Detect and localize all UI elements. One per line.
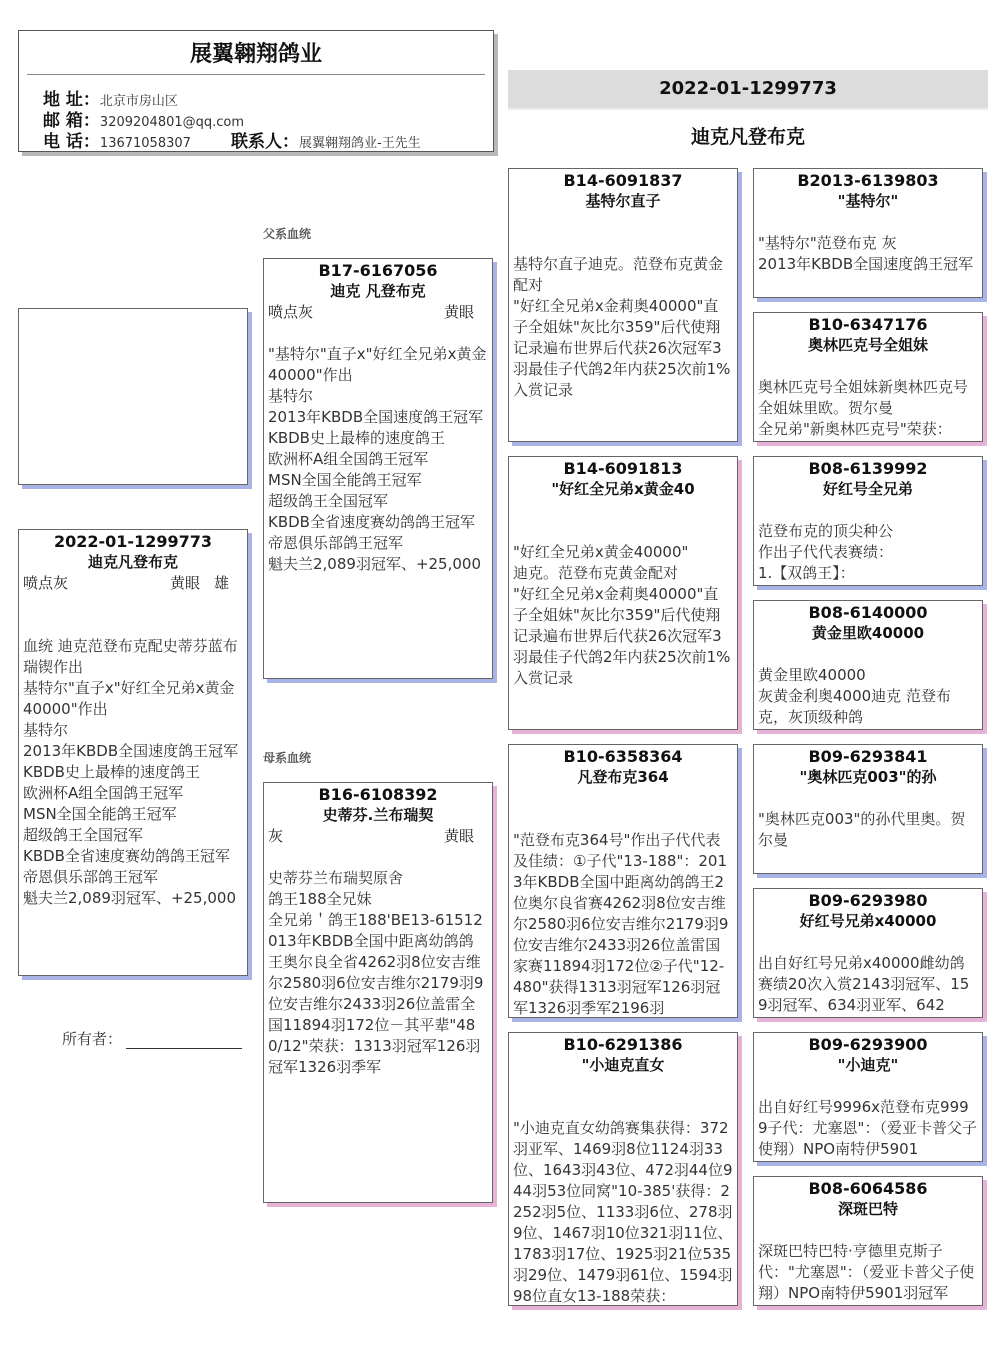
- pedigree-text: "小迪克直女幼鸽赛集获得：372羽亚军、1469羽8位1124羽33位、1643羽43位、472羽44位944羽53位同窝"10-385'获得：2252羽5位、1133羽6位、278羽9位、1467羽10位321羽11位、1783羽17位、1925羽21位535羽29位、1479羽61位、1594羽98位直女13-188荣获：: [513, 1119, 733, 1305]
- contact-value: 展翼翱翔鸽业-王先生: [299, 136, 421, 151]
- pigeon-photo-frame: [18, 308, 248, 485]
- pigeon-name: 凡登布克364: [577, 768, 669, 786]
- email-label: 邮 箱：: [43, 111, 100, 131]
- dam-line-label: 母系血统: [263, 751, 312, 765]
- grandparent-card: [508, 168, 738, 442]
- color-value: 喷点灰: [23, 574, 69, 592]
- great-grandparent-card: [753, 888, 983, 1018]
- ring-number: B14-6091837: [563, 171, 683, 190]
- pedigree-text: "奥林匹克003"的孙代里奥。贺尔曼: [758, 810, 966, 849]
- pedigree-text: 深斑巴特巴特·亨德里克斯子代："尤塞恩"：（爱亚卡普父子使翔）NPO南特伊5901羽冠军: [758, 1242, 975, 1302]
- ring-number: B17-6167056: [318, 261, 438, 280]
- sire-card: [263, 258, 493, 679]
- eye-value: 黄眼: [443, 827, 474, 845]
- sire-line-label: 父系血统: [263, 227, 312, 241]
- pigeon-name: 黄金里欧40000: [811, 624, 925, 642]
- pedigree-text: 黄金里欧40000 灰黄金利奥4000迪克 范登布克，灰顶级种鸽: [758, 666, 951, 726]
- color-value: 灰: [268, 827, 284, 845]
- great-grandparent-card: [753, 744, 983, 874]
- pigeon-name: "好红全兄弟x黄金40: [551, 480, 695, 498]
- email-value: 3209204801@qq.com: [99, 115, 245, 130]
- dam-card: [263, 782, 493, 1203]
- ring-number: B08-6140000: [808, 603, 928, 622]
- ring-number: B10-6358364: [563, 747, 683, 766]
- ring-number: B09-6293980: [808, 891, 928, 910]
- ring-number: B2013-6139803: [797, 171, 939, 190]
- color-value: 喷点灰: [268, 303, 314, 321]
- pedigree-text: "好红全兄弟x黄金40000" 迪克。范登布克黄金配对 "好红全兄弟x金莉奥40000"直子全姐妹"灰比尔359"后代使翔记录遍布世界后代获26次冠军3羽最佳子代鸽2年内获25次前1%入赏记录: [513, 543, 731, 687]
- pigeon-name: 基特尔直子: [585, 192, 661, 210]
- ring-number: B10-6347176: [808, 315, 928, 334]
- pigeon-name: 迪克 凡登布克: [330, 282, 426, 300]
- eye-sex: [170, 573, 243, 594]
- pigeon-name: 迪克凡登布克: [87, 553, 178, 571]
- header-divider: [27, 74, 485, 75]
- pigeon-name: 好红号兄弟x40000: [799, 912, 937, 930]
- pigeon-name: 深斑巴特: [837, 1200, 898, 1218]
- contact-label: 联系人：: [231, 132, 299, 152]
- great-grandparent-card: [753, 312, 983, 442]
- grandparent-card: [508, 456, 738, 730]
- pedigree-text: "基特尔"直子x"好红全兄弟x黄金40000"作出 基特尔 2013年KBDB全国速度鸽王冠军 KBDB史上最棒的速度鸽王 欧洲杯A组全国鸽王冠军 MSN全国全能鸽王冠军 超级鸽王全国冠军 KBDB全省速度赛幼鸽鸽王冠军 帝恩俱乐部鸽王冠军 魁夫兰2,089羽冠军、+25,000: [268, 345, 487, 573]
- traits-row: [264, 826, 492, 847]
- pigeon-name: "基特尔": [837, 192, 899, 210]
- pigeon-name: "奥林匹克003"的孙: [799, 768, 937, 786]
- pedigree-text: 史蒂芬兰布瑞契原舍 鸽王188全兄妹 全兄弟＇鸽王188'BE13-61512013年KBDB全国中距离幼鸽鸽王奥尔良全省4262羽8位安吉维尔2580羽6位安吉维尔2179羽9位安吉维尔2433羽26位盖雷全国11894羽172位－其平辈"480/12"荣获：1313羽冠军126羽冠军1326羽季军: [268, 869, 484, 1076]
- eye-value: 黄眼: [443, 303, 474, 321]
- pigeon-name: "小迪克直女: [581, 1056, 665, 1074]
- great-grandparent-card: [753, 1032, 983, 1162]
- ring-number: B14-6091813: [563, 459, 683, 478]
- traits-row: [264, 302, 492, 323]
- traits-row: [19, 573, 247, 594]
- great-grandparent-card: [753, 600, 983, 730]
- ring-number: B09-6293900: [808, 1035, 928, 1054]
- subject-card: [18, 529, 248, 976]
- sex-value: 雄: [213, 574, 229, 592]
- ring-number: B09-6293841: [808, 747, 928, 766]
- ring-number: 2022-01-1299773: [53, 532, 212, 551]
- pedigree-text: 血统 迪克范登布克配史蒂芬蓝布瑞锲作出 基特尔"直子x"好红全兄弟x黄金40000"作出 基特尔 2013年KBDB全国速度鸽王冠军 KBDB史上最棒的速度鸽王 欧洲杯A组全国鸽王冠军 MSN全国全能鸽王冠军 超级鸽王全国冠军 KBDB全省速度赛幼鸽鸽王冠军 帝恩俱乐部鸽王冠军 魁夫兰2,089羽冠军、+25,000: [23, 637, 239, 907]
- pedigree-text: 出自好红号9996x范登布克9999子代：尤塞恩"：（爱亚卡普父子使翔）NPO南特伊5901: [758, 1098, 977, 1158]
- pedigree-text: 出自好红号兄弟x40000雌幼鸽赛绩20次入赏2143羽冠军、159羽冠军、634羽亚军、642: [758, 954, 970, 1014]
- pigeon-name: 好红号全兄弟: [822, 480, 913, 498]
- great-grandparent-card: [753, 456, 983, 586]
- owner-signature-line: [126, 1034, 242, 1049]
- ring-number: B16-6108392: [318, 785, 438, 804]
- pigeon-name: 史蒂芬.兰布瑞契: [322, 806, 434, 824]
- great-grandparent-card: [753, 168, 983, 298]
- owner-label: 所有者：: [62, 1030, 123, 1048]
- pigeon-name: 奥林匹克号全姐妹: [807, 336, 928, 354]
- ring-number: B08-6064586: [808, 1179, 928, 1198]
- pigeon-name: "小迪克": [837, 1056, 899, 1074]
- grandparent-card: [508, 1032, 738, 1306]
- pigeon-name-title: 迪克凡登布克: [690, 126, 805, 148]
- phone-label: 电 话：: [43, 132, 100, 152]
- ring-number-banner: 2022-01-1299773: [508, 70, 988, 110]
- pedigree-text: 基特尔直子迪克。范登布克黄金配对 "好红全兄弟x金莉奥40000"直子全姐妹"灰比尔359"后代使翔记录遍布世界后代获26次冠军3羽最佳子代鸽2年内获25次前1%入赏记录: [513, 255, 731, 399]
- address-label: 地 址：: [43, 90, 100, 110]
- breeder-header: [18, 30, 494, 152]
- breeder-title: 展翼翱翔鸽业: [189, 42, 322, 67]
- eye-value: 黄眼: [169, 574, 200, 592]
- pedigree-text: "范登布克364号"作出子代代表及佳绩：①子代"13-188"：2013年KBDB全国中距离幼鸽鸽王2位奥尔良省赛4262羽8位安吉维尔2580羽6位安吉维尔2179羽9位安吉维尔2433羽26位盖雷国家赛11894羽172位②子代"12-480"获得1313羽冠军126羽冠军1326羽季军2196羽: [513, 831, 729, 1017]
- pedigree-text: "基特尔"范登布克 灰 2013年KBDB全国速度鸽王冠军: [758, 234, 974, 273]
- great-grandparent-card: [753, 1176, 983, 1306]
- grandparent-card: [508, 744, 738, 1018]
- pedigree-text: 范登布克的顶尖种公 作出子代代表赛绩： 1.【双鸽王】：: [758, 522, 894, 582]
- address-value: 北京市房山区: [99, 94, 178, 109]
- ring-number: B08-6139992: [808, 459, 928, 478]
- phone-value: 13671058307: [99, 136, 191, 151]
- owner-field: [62, 1028, 242, 1049]
- pedigree-text: 奥林匹克号全姐妹新奥林匹克号全姐妹里欧。贺尔曼 全兄弟"新奥林匹克号"荣获：: [758, 378, 969, 438]
- phone-row: [43, 127, 191, 152]
- contact-row: [231, 127, 421, 152]
- ring-number: B10-6291386: [563, 1035, 683, 1054]
